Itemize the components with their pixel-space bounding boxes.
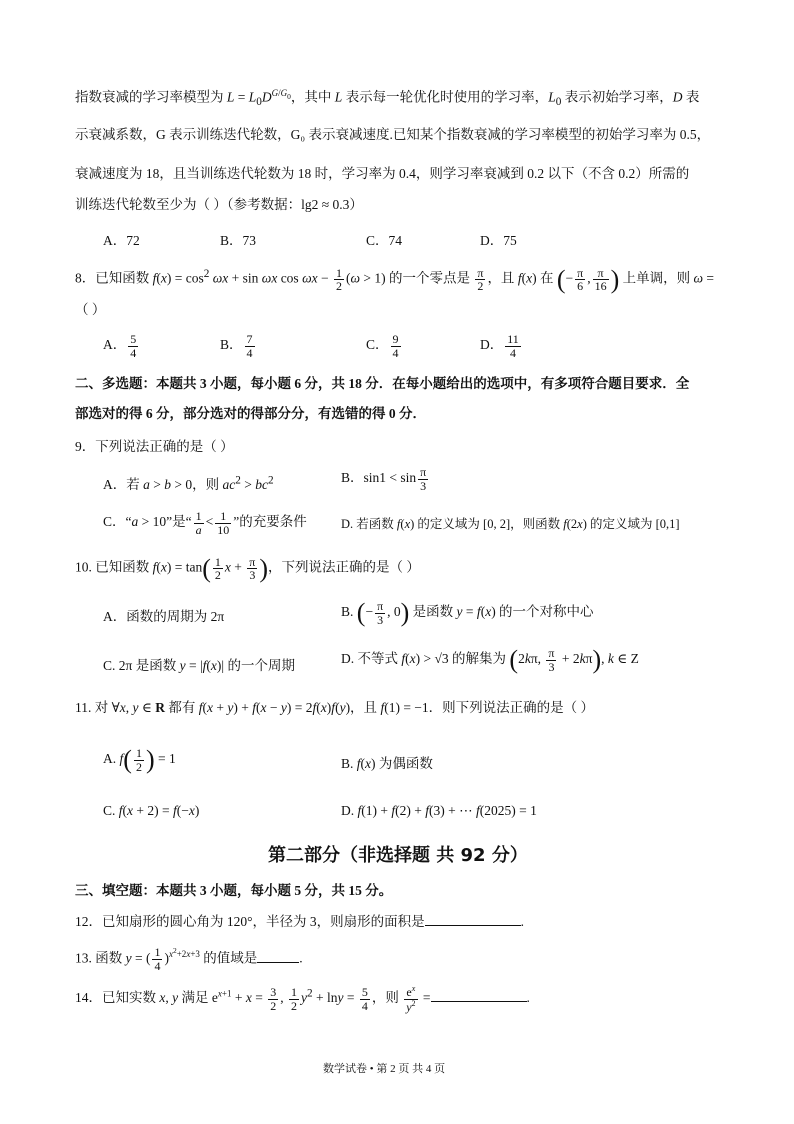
q9-option-d: D. 若函数 f(x) 的定义域为 [0, 2]，则函数 f(2x) 的定义域为 [0,1] — [341, 517, 680, 531]
q8-paren: （ ） — [75, 302, 106, 317]
q8-option-b: B． $\frac{7}{4}$ — [220, 332, 253, 360]
q8-option-d: D． $\frac{11}{4}$ — [480, 332, 519, 360]
q7-line4: 训练迭代轮数至少为（ ）（参考数据：lg2 ≈ 0.3） — [75, 197, 363, 212]
q11-option-a: A. f( $\frac{1}{2}$ ) = 1 — [103, 745, 176, 774]
q11-stem: 11. 对 ∀x, y ∈ R 都有 f(x + y) + f(x − y) = 2f(x)f(y)，且 f(1) = −1．则下列说法正确的是（ ） — [75, 700, 595, 715]
section2-line1: 二、多选题：本题共 3 小题，每小题 6 分，共 18 分．在每小题给出的选项中，有多项符合题目要求．全 — [75, 376, 690, 391]
q11-option-c: C. f(x + 2) = f(−x) — [103, 803, 200, 818]
q9-option-a: A．若 a > b > 0，则 $ac^2 > bc^2$ — [103, 474, 274, 492]
q10-option-a: A．函数的周期为 2π — [103, 609, 225, 624]
q13: 13. 函数 y = ( $\frac{1}{4}$ )$^{x^2+2x+3}$ 的值域是 . — [75, 945, 303, 973]
q7-option-b: B．73 — [220, 233, 257, 248]
q7-line2: 示衰减系数，G 表示训练迭代轮数，G₀ 表示衰减速度.已知某个指数衰减的学习率模型的初始学习率为 0.5， — [75, 127, 711, 142]
q10-option-c: C. 2π 是函数 y = |f(x)| 的一个周期 — [103, 658, 295, 673]
q7-option-a: A．72 — [103, 233, 140, 248]
section3-heading: 三、填空题：本题共 3 小题，每小题 5 分，共 15 分。 — [75, 883, 393, 898]
q14-blank[interactable] — [431, 989, 527, 1002]
q10-option-b: B. (− $\frac{\pi}{3}$ , 0) 是函数 y = f(x) 的一个对称中心 — [341, 598, 594, 627]
q12-text: 12．已知扇形的圆心角为 120°，半径为 3，则扇形的面积是 — [75, 914, 425, 929]
q8-option-c: C． $\frac{9}{4}$ — [366, 332, 399, 360]
q13-blank[interactable] — [257, 950, 299, 963]
q10-stem: 10. 已知函数 f(x) = tan( $\frac{1}{2}$ x + $\frac{\pi}{3}$ )，下列说法正确的是（ ） — [75, 554, 420, 583]
q7-option-d: D．75 — [480, 233, 517, 248]
q11-option-d: D. f(1) + f(2) + f(3) + ⋯ f(2025) = 1 — [341, 803, 537, 818]
q9-stem: 9．下列说法正确的是（ ） — [75, 439, 234, 454]
q8-stem: 8．已知函数 $f(x) = \cos^2 \omega x + \sin \omega x$ cos ωx − $\frac{1}{2}$ (ω > 1) 的一个零点是 $\frac{\pi}{2}$ ，且 f(x) 在 (− $\frac{\pi}{6}$ , $\frac{\pi}{16}$ ) 上单调，则 ω = — [75, 265, 715, 294]
q10-option-d: D. 不等式 f(x) > √3 的解集为 (2kπ, $\frac{\pi}{3}$ + 2kπ), k ∈ Z — [341, 645, 639, 674]
q12-blank[interactable] — [425, 913, 521, 926]
page-footer: 数学试卷 • 第 2 页 共 4 页 — [323, 1063, 446, 1075]
q12: 12．已知扇形的圆心角为 120°，半径为 3，则扇形的面积是 . — [75, 914, 525, 929]
section2-line2: 部选对的得 6 分，部分选对的得部分分，有选错的得 0 分． — [75, 406, 426, 421]
q9-option-c: C．“a > 10”是“ $\frac{1}{a}$ < $\frac{1}{10}$ ”的充要条件 — [103, 509, 307, 537]
q14: 14．已知实数 x, y 满足 $e^{x+1} + x$ = $\frac{3}{2}$ , $\frac{1}{2}$ $y^2 + \ln y$ = $\frac{5}{4}$ ，则 $\frac{e^x}{y^2}$ = . — [75, 984, 530, 1014]
q9-option-b: B．sin1 < sin $\frac{\pi}{3}$ — [341, 465, 427, 493]
q8-option-a: A． $\frac{5}{4}$ — [103, 332, 137, 360]
q7-line1: 指数衰减的学习率模型为 $L = L_0D^{G/G_0}$，其中 L 表示每一轮优化时使用的学习率，$L_0$ 表示初始学习率，D 表 — [75, 88, 700, 109]
q7-line3: 衰减速度为 18，且当训练迭代轮数为 18 时，学习率为 0.4，则学习率衰减到 0.2 以下（不含 0.2）所需的 — [75, 166, 690, 181]
q7-option-c: C．74 — [366, 233, 403, 248]
part2-title: 第二部分（非选择题 共 92 分） — [268, 845, 528, 866]
q11-option-b: B. f(x) 为偶函数 — [341, 756, 433, 771]
